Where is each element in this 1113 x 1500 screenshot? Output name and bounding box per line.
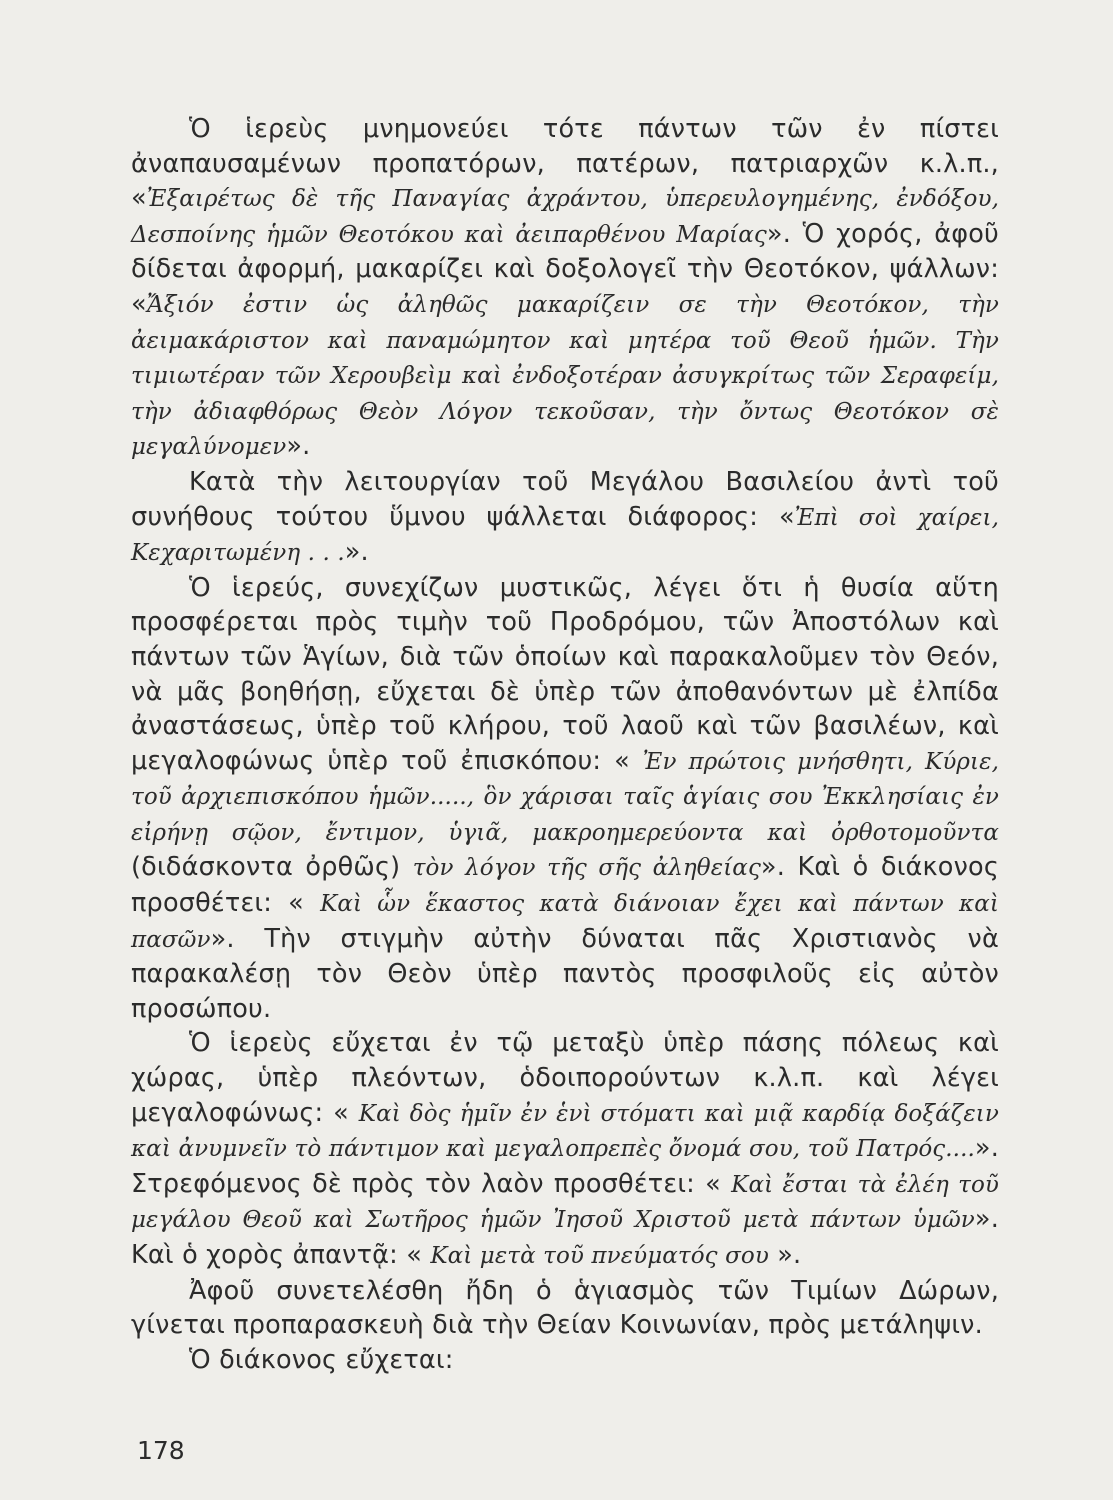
text-run: Ὁ ἱερεὺς εὔχεται ἐν τῷ μεταξὺ ὑπὲρ πάσης πόλεως καὶ χώρας, ὑπὲρ πλεόντων, ὁδοιπορούντων κ.λ.π. καὶ λέγει μεγαλοφώνως: « — [131, 1028, 999, 1128]
paragraph-3 — [131, 571, 999, 1027]
text-run: ». Ὁ χορός, ἀφοῦ δίδεται ἀφορμή, μακαρίζει καὶ δοξολογεῖ τὴν Θεοτόκον, ψάλλων: « — [131, 218, 1000, 319]
text-run: Ὁ διάκονος εὔχεται: — [189, 1344, 454, 1375]
text-run: ». — [286, 431, 311, 462]
italic-text-run: Ἐπὶ σοὶ χαίρει, Κεχαριτωμένη . . . — [131, 504, 1000, 567]
italic-text-run: Καὶ μετὰ τοῦ πνεύματός σου — [430, 1243, 769, 1269]
paragraph-1 — [131, 112, 999, 465]
text-run: Ἀφοῦ συνετελέσθη ἤδη ὁ ἁγιασμὸς τῶν Τιμίων Δώρων, γίνεται προπαρασκευὴ διὰ τὴν Θείαν Κοινωνίαν, πρὸς μετάληψιν. — [131, 1275, 999, 1341]
text-run: Κατὰ τὴν λειτουργίαν τοῦ Μεγάλου Βασιλείου ἀντὶ τοῦ συνήθους τούτου ὕμνου ψάλλεται διάφορος: « — [131, 466, 999, 532]
italic-text-run: Καὶ δὸς ἡμῖν ἐν ἑνὶ στόματι καὶ μιᾷ καρδίᾳ δοξάζειν καὶ ἀνυμνεῖν τὸ πάντιμον καὶ μεγαλοπρεπὲς ὄνομά σου, τοῦ Πατρός.... — [131, 1100, 999, 1163]
text-run: (διδάσκοντα ὀρθῶς) — [131, 852, 413, 883]
italic-text-run: Καὶ ἔσται τὰ ἐλέη τοῦ μεγάλου Θεοῦ καὶ Σωτῆρος ἡμῶν Ἰησοῦ Χριστοῦ μετὰ πάντων ὑμῶν — [131, 1171, 999, 1234]
text-run: ». Στρεφόμενος δὲ πρὸς τὸν λαὸν προσθέτει: « — [131, 1133, 999, 1199]
text-run: Ὁ ἱερεὺς μνημονεύει τότε πάντων τῶν ἐν πίστει ἀναπαυσαμένων προπατόρων, πατέρων, πατριαρχῶν κ.λ.π., « — [131, 114, 999, 214]
text-run: ». Καὶ ὁ διάκονος προσθέτει: « — [131, 852, 999, 919]
italic-text-run: Καὶ ὧν ἕκαστος κατὰ διάνοιαν ἔχει καὶ πάντων καὶ πασῶν — [131, 891, 999, 953]
text-run: ». — [768, 1240, 802, 1270]
text-run: ». Καὶ ὁ χορὸς ἀπαντᾷ: « — [131, 1204, 999, 1270]
paragraph-6 — [131, 1343, 999, 1378]
body-text — [131, 112, 999, 1377]
paragraph-5 — [131, 1274, 999, 1343]
italic-text-run: τὸν λόγον τῆς σῆς ἀληθείας — [412, 855, 761, 882]
text-run: ». — [344, 537, 369, 568]
italic-text-run: Ἄξιόν ἐστιν ὡς ἀληθῶς μακαρίζειν σε τὴν Θεοτόκον, τὴν ἀειμακάριστον καὶ παναμώμητον καὶ μητέρα τοῦ Θεοῦ ἡμῶν. Τὴν τιμιωτέραν τῶν Χερουβεὶμ καὶ ἐνδοξοτέραν ἀσυγκρίτως τῶν Σεραφείμ, τὴν ἀδιαφθόρως Θεὸν Λόγον τεκοῦσαν, τὴν ὄντως Θεοτόκον σὲ μεγαλύνομεν — [131, 291, 999, 461]
italic-text-run: Ἐξαιρέτως δὲ τῆς Παναγίας ἀχράντου, ὑπερευλογημένης, ἐνδόξου, Δεσποίνης ἡμῶν Θεοτόκου καὶ ἀειπαρθένου Μαρίας — [131, 186, 999, 248]
paragraph-4 — [131, 1026, 999, 1273]
text-run: Ὁ ἱερεύς, συνεχίζων μυστικῶς, λέγει ὅτι ἡ θυσία αὕτη προσφέρεται πρὸς τιμὴν τοῦ Προδρόμου, τῶν Ἀποστόλων καὶ πάντων τῶν Ἁγίων, διὰ τῶν ὁποίων καὶ παρακαλοῦμεν τὸν Θεόν, νὰ μᾶς βοηθήσῃ, εὔχεται δὲ ὑπὲρ τῶν ἀποθανόντων μὲ ἐλπίδα ἀναστάσεως, ὑπὲρ τοῦ κλήρου, τοῦ λαοῦ καὶ τῶν βασιλέων, καὶ μεγαλοφώνως ὑπὲρ τοῦ ἐπισκόπου: « — [131, 572, 999, 776]
paragraph-2 — [131, 465, 999, 571]
page-number: 178 — [137, 1436, 185, 1465]
italic-text-run: Ἐν πρώτοις μνήσθητι, Κύριε, τοῦ ἀρχιεπισκόπου ἡμῶν....., ὃν χάρισαι ταῖς ἁγίαις σου Ἐκκλησίαις ἐν εἰρήνῃ σῷον, ἔντιμον, ὑγιᾶ, μακροημερεύοντα καὶ ὀρθοτομοῦντα — [131, 748, 999, 846]
text-run: ». Τὴν στιγμὴν αὐτὴν δύναται πᾶς Χριστιανὸς νὰ παρακαλέσῃ τὸν Θεὸν ὑπὲρ παντὸς προσφιλοῦς εἰς αὐτὸν προσώπου. — [131, 923, 999, 1024]
